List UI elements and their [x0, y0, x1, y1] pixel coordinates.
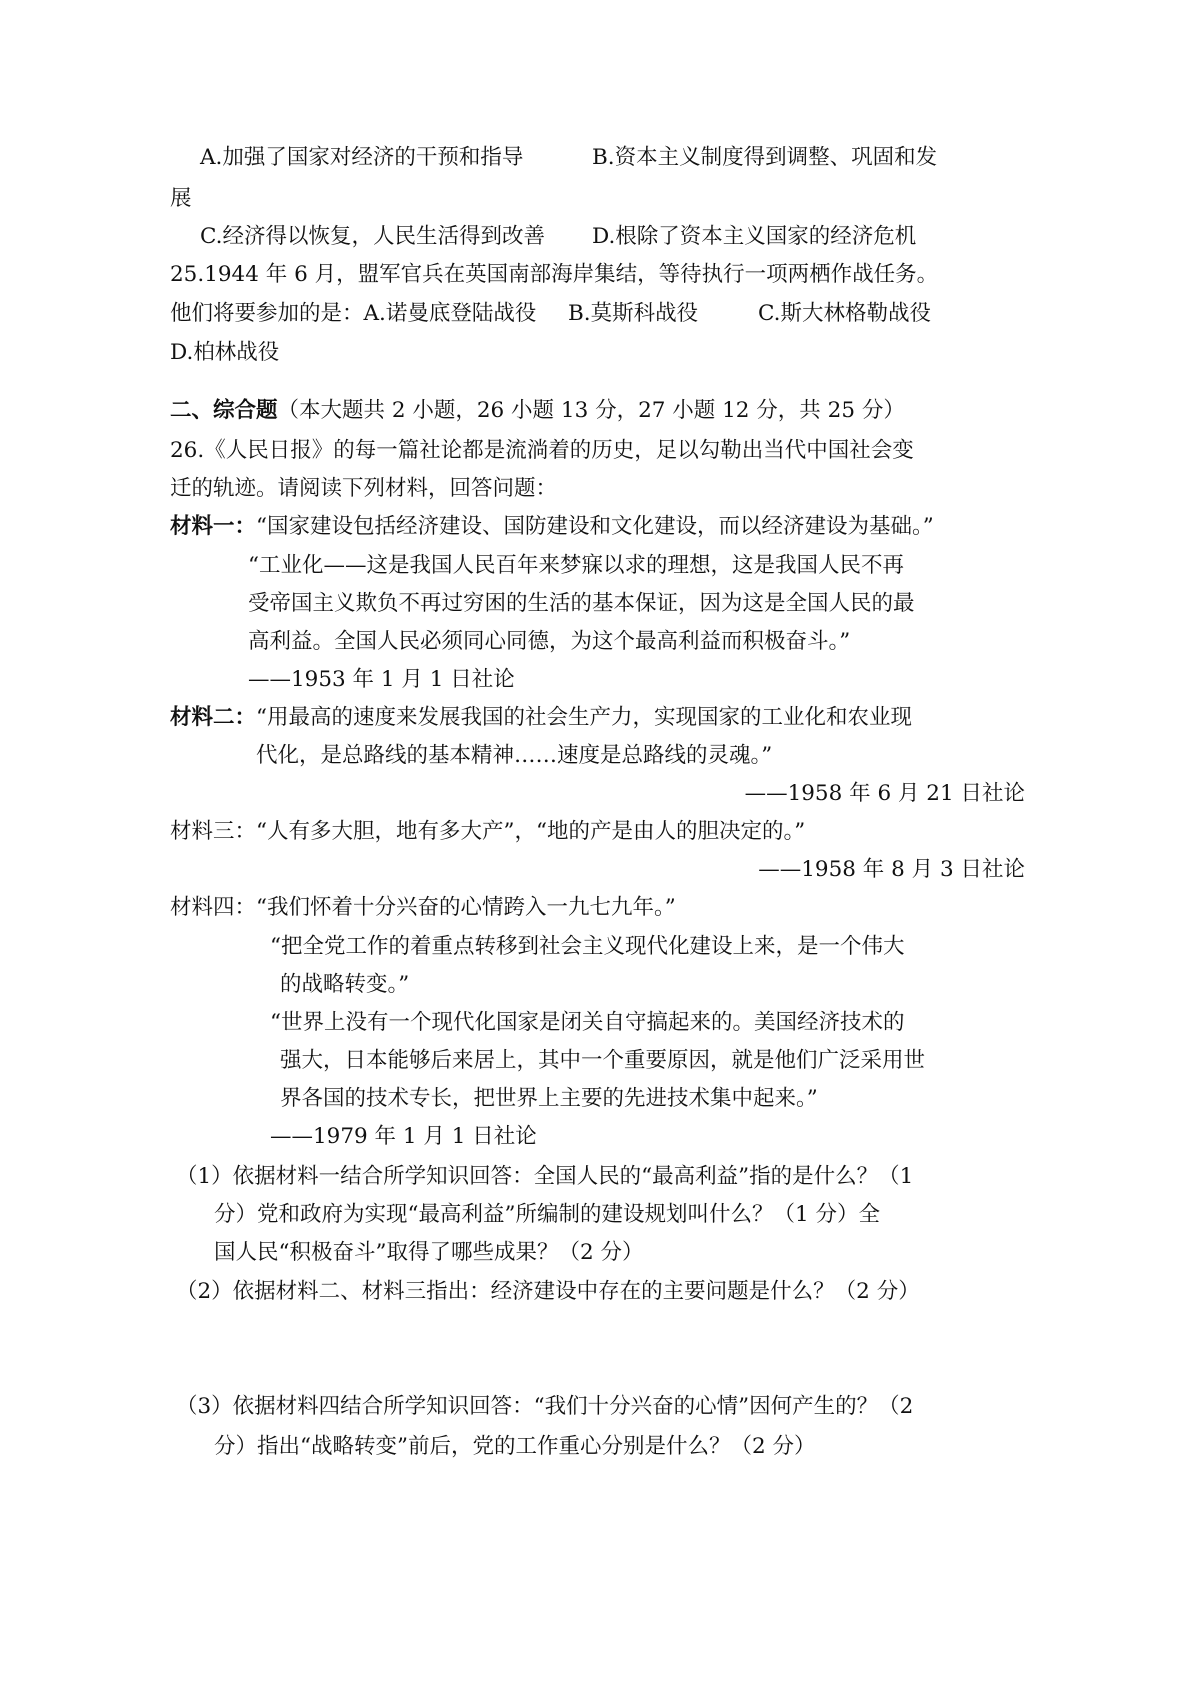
material-2-source: ——1958 年 6 月 21 日社论 [744, 781, 1025, 806]
subquestion-1-line-2: 分）党和政府为实现“最高利益”所编制的建设规划叫什么？（1 分）全 [214, 1202, 880, 1227]
q26-intro-2: 迁的轨迹。请阅读下列材料，回答问题： [170, 476, 558, 501]
material-3-line-1 [170, 817, 805, 847]
material-4-line-2: “把全党工作的着重点转移到社会主义现代化建设上来，是一个伟大 [270, 934, 905, 959]
section2-heading [170, 396, 905, 426]
q25-option-d: D.柏林战役 [170, 340, 280, 365]
material-1-line-3: 受帝国主义欺负不再过穷困的生活的基本保证，因为这是全国人民的最 [248, 591, 915, 616]
q25-option-a: A.诺曼底登陆战役 [363, 301, 537, 326]
q24-option-d: D.根除了资本主义国家的经济危机 [592, 224, 917, 249]
material-2-label: 材料二： [170, 705, 257, 730]
subquestion-1-line-1: （1）依据材料一结合所学知识回答：全国人民的“最高利益”指的是什么？（1 [176, 1164, 914, 1189]
material-3-label: 材料三： [170, 819, 257, 844]
subquestion-3-line-2: 分）指出“战略转变”前后，党的工作重心分别是什么？（2 分） [214, 1434, 816, 1459]
material-1-text: “国家建设包括经济建设、国防建设和文化建设，而以经济建设为基础。” [256, 514, 934, 539]
section2-title: 二、综合题 [170, 398, 278, 423]
material-4-label: 材料四： [170, 895, 257, 920]
material-4-line-1 [170, 893, 676, 923]
q25-stem-2 [170, 299, 536, 329]
material-4-line-5: 强大，日本能够后来居上，其中一个重要原因，就是他们广泛采用世 [280, 1048, 926, 1073]
material-1-label: 材料一： [170, 514, 257, 539]
subquestion-1-line-3: 国人民“积极奋斗”取得了哪些成果？（2 分） [214, 1240, 644, 1265]
q24-option-c: C.经济得以恢复，人民生活得到改善 [200, 224, 546, 249]
material-1-line-2: “工业化——这是我国人民百年来梦寐以求的理想，这是我国人民不再 [248, 553, 904, 578]
material-1-line-4: 高利益。全国人民必须同心同德，为这个最高利益而积极奋斗。” [248, 629, 851, 654]
material-1-source: ——1953 年 1 月 1 日社论 [248, 667, 515, 692]
q26-intro: 26.《人民日报》的每一篇社论都是流淌着的历史，足以勾勒出当代中国社会变 [170, 438, 914, 463]
section2-description: （本大题共 2 小题，26 小题 13 分，27 小题 12 分，共 25 分） [277, 398, 905, 423]
material-2-text: “用最高的速度来发展我国的社会生产力，实现国家的工业化和农业现 [256, 705, 913, 730]
material-4-line-3: 的战略转变。” [280, 972, 410, 997]
q24-option-b-wrap: 展 [170, 186, 192, 211]
q25-option-b: B.莫斯科战役 [568, 301, 699, 326]
q25-stem: 25.1944 年 6 月，盟军官兵在英国南部海岸集结，等待执行一项两栖作战任务。 [170, 262, 939, 287]
material-3-text: “人有多大胆，地有多大产”，“地的产是由人的胆决定的。” [256, 819, 806, 844]
subquestion-2: （2）依据材料二、材料三指出：经济建设中存在的主要问题是什么？（2 分） [176, 1279, 920, 1304]
material-2-line-2: 代化，是总路线的基本精神……速度是总路线的灵魂。” [256, 743, 773, 768]
q25-option-c: C.斯大林格勒战役 [758, 301, 932, 326]
subquestion-3-line-1: （3）依据材料四结合所学知识回答：“我们十分兴奋的心情”因何产生的？（2 [176, 1394, 914, 1419]
material-4-text: “我们怀着十分兴奋的心情跨入一九七九年。” [256, 895, 676, 920]
material-3-source: ——1958 年 8 月 3 日社论 [758, 857, 1025, 882]
material-4-line-4: “世界上没有一个现代化国家是闭关自守搞起来的。美国经济技术的 [270, 1010, 905, 1035]
q24-option-b: B.资本主义制度得到调整、巩固和发 [592, 145, 938, 170]
material-1-line-1 [170, 512, 934, 542]
material-2-line-1 [170, 703, 912, 733]
material-4-line-6: 界各国的技术专长，把世界上主要的先进技术集中起来。” [280, 1086, 818, 1111]
q24-option-a: A.加强了国家对经济的干预和指导 [200, 145, 524, 170]
q25-stem-question: 他们将要参加的是： [170, 301, 364, 326]
material-4-source: ——1979 年 1 月 1 日社论 [270, 1124, 537, 1149]
